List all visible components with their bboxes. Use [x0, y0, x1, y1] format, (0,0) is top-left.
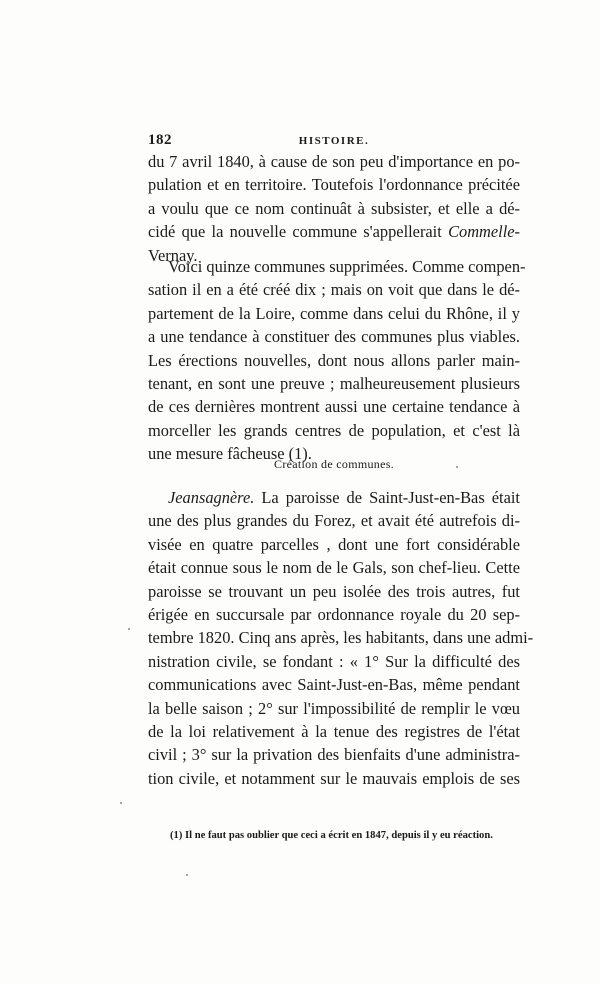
text-line: nistration civile, se fondant : « 1° Sur la difficulté des [148, 651, 520, 671]
italic-name: Commelle- [448, 222, 520, 242]
text-line: sation il en a été créé dix ; mais on voit que dans le dé- [148, 280, 520, 300]
page-number: 182 [148, 132, 172, 148]
italic-place-name: Jeansagnère. [168, 488, 255, 507]
text-line: une des plus grandes du Forez, et avait été autrefois di- [148, 511, 520, 531]
text-line: érigée en succursale par ordonnance royale du 20 sep- [148, 604, 520, 624]
paragraph-suppressed-communes [148, 255, 526, 466]
paragraph-jeansagnere [148, 486, 534, 790]
text-line: tenant, en sont une preuve ; malheureusement plusieurs [148, 373, 520, 393]
text-line: Les érections nouvelles, dont nous allons parler main- [148, 350, 520, 370]
text-line: a voulu que ce nom continuât à subsister, et elle a dé- [148, 198, 520, 218]
text-line: était connue sous le nom de le Gals, son chef-lieu. Cette [148, 558, 520, 578]
section-subheading: Création de communes. [274, 457, 394, 471]
text-line: tion civile, et notamment sur le mauvais emplois de ses [148, 768, 520, 788]
running-head: HISTOIRE. [298, 135, 370, 147]
footnote: (1) Il ne faut pas oublier que ceci a écrit en 1847, depuis il y eu réaction. [170, 830, 493, 841]
text-line: visée en quatre parcelles , dont une fort considérable [148, 534, 520, 554]
paper-speck [456, 466, 458, 468]
text-line: tembre 1820. Cinq ans après, les habitants, dans une admi- [148, 628, 534, 648]
text-line: communications avec Saint-Just-en-Bas, même pendant [148, 675, 520, 695]
paper-speck [128, 628, 130, 630]
text-line [148, 220, 520, 243]
text-line: du 7 avril 1840, à cause de son peu d'importance en po- [148, 152, 520, 171]
text-line: de la loi relativement à la tenue des registres de l'état [148, 721, 520, 741]
text-line: paroisse se trouvant un peu isolée des trois autres, fut [148, 581, 520, 601]
page-header [148, 132, 520, 152]
text-line: de ces dernières montrent aussi une certaine tendance à [148, 397, 520, 417]
paper-speck [186, 874, 188, 876]
text-line [148, 486, 520, 509]
text-line-rest: La paroisse de Saint-Just-en-Bas était [254, 488, 520, 507]
text-line: la belle saison ; 2° sur l'impossibilité de remplir le vœu [148, 698, 520, 718]
paragraph-continuation [148, 150, 520, 267]
text-line: a une tendance à constituer des communes plus viables. [148, 327, 520, 347]
text-line: Voici quinze communes supprimées. Comme compen- [168, 257, 526, 276]
text-line: morceller les grands centres de population, et c'est là [148, 420, 520, 440]
text-line: pulation et en territoire. Toutefois l'ordonnance précitée [148, 175, 520, 195]
text-line: Vernay. [148, 245, 198, 265]
text-line: civil ; 3° sur la privation des bienfaits d'une administra- [148, 745, 520, 765]
paper-speck [120, 802, 122, 804]
text-line: une mesure fâcheuse (1). [148, 444, 312, 464]
text-line-start: cidé que la nouvelle commune s'appellerait [148, 222, 449, 242]
text-line: partement de la Loire, comme dans celui du Rhône, il y [148, 303, 520, 323]
